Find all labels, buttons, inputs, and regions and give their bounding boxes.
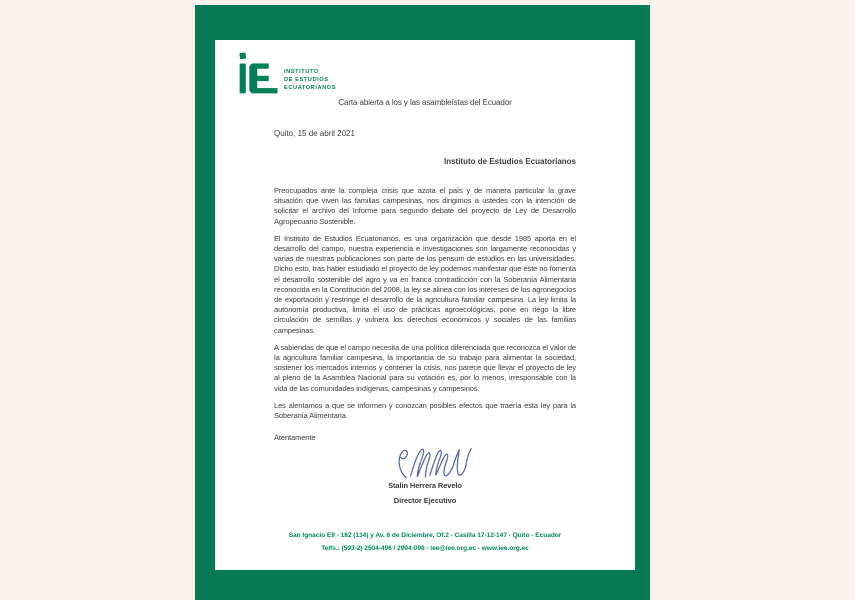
logo-line-1: INSTITUTO [284, 69, 319, 75]
handwritten-signature-icon [385, 445, 485, 479]
letter-sender: Instituto de Estudios Ecuatorianos [443, 157, 576, 166]
paragraph-4: Les alentamos a que se informen y conozcan posibles efectos que traería esta ley para la Soberanía Alimentaria. [274, 400, 576, 421]
signer-title: Director Ejecutivo [393, 495, 457, 505]
paragraph-1: Preocupados ante la compleja crisis que azota el país y de manera particular la grave situación que viven las familias campesinas, nos dirigimos a ustedes con la intención de solicitar el archivo del Informe para segundo debate del proyecto de Ley de Desarrollo Agropecuario Sostenible. [274, 186, 576, 226]
iee-monogram-icon [237, 51, 281, 97]
signature-block [274, 445, 576, 506]
letter-title: Carta abierta a los y las asambleístas del Ecuador [338, 98, 512, 107]
iee-logo-wordmark [284, 68, 336, 92]
footer-address: San Ignacio E9 - 182 (134) y Av. 6 de Diciembre, Of.2 - Casilla 17-12-147 - Quito - Ecuador [288, 532, 562, 539]
letter-page [215, 40, 635, 570]
paragraph-2: El Instituto de Estudios Ecuatorianos, es una organización que desde 1985 aporta en el desarrollo del campo, nuestra experiencia e investigaciones son largamente reconocidas y varias de nuestras publicaciones son parte de los pensum de estudios en las universidades. Dicho esto, tras haber estudiado el proyecto de ley podemos manifestar que éste no fomenta el desarrollo sostenible del agro y va en franca contradicción con la Soberanía Alimentaria reconocida en la Constitución del 2008, la ley se alinea con los intereses de los agronegocios de exportación y restringe el desarrollo de la agricultura familiar campesina. La ley limita la autonomía productiva, limita el uso de prácticas agroecológicas, pone en riego la libre circulación de semillas y vulnera los derechos económicos y sociales de las familias campesinas. [274, 233, 576, 335]
paragraph-3: A sabiendas de que el campo necesita de una política diferenciada que reconozca el valor de la agricultura familiar campesina, la importancia de su trabajo para alimentar la sociedad, sostener los mercados internos y contener la crisis, nos parece que llevar el proyecto de ley al pleno de la Asamblea Nacional para su votación es, por lo menos, irresponsable con la vida de las comunidades indígenas, campesinas y campesinos. [274, 342, 576, 393]
signer-name: Stalin Herrera Revelo [388, 480, 462, 490]
logo-line-2: DE ESTUDIOS [284, 77, 329, 83]
letter-body [274, 186, 576, 506]
letter-green-border [195, 5, 650, 600]
logo-line-3: ECUATORIANOS [284, 85, 337, 91]
iee-logo [237, 51, 336, 97]
letter-date: Quito, 15 de abril 2021 [274, 129, 355, 138]
footer-contact: Telfs.: (593-2) 2504-496 / 2904-098 - iee@iee.org.ec - www.iee.org.ec [321, 544, 529, 552]
letterhead-footer [215, 530, 635, 555]
closing-word: Atentamente [274, 433, 316, 443]
